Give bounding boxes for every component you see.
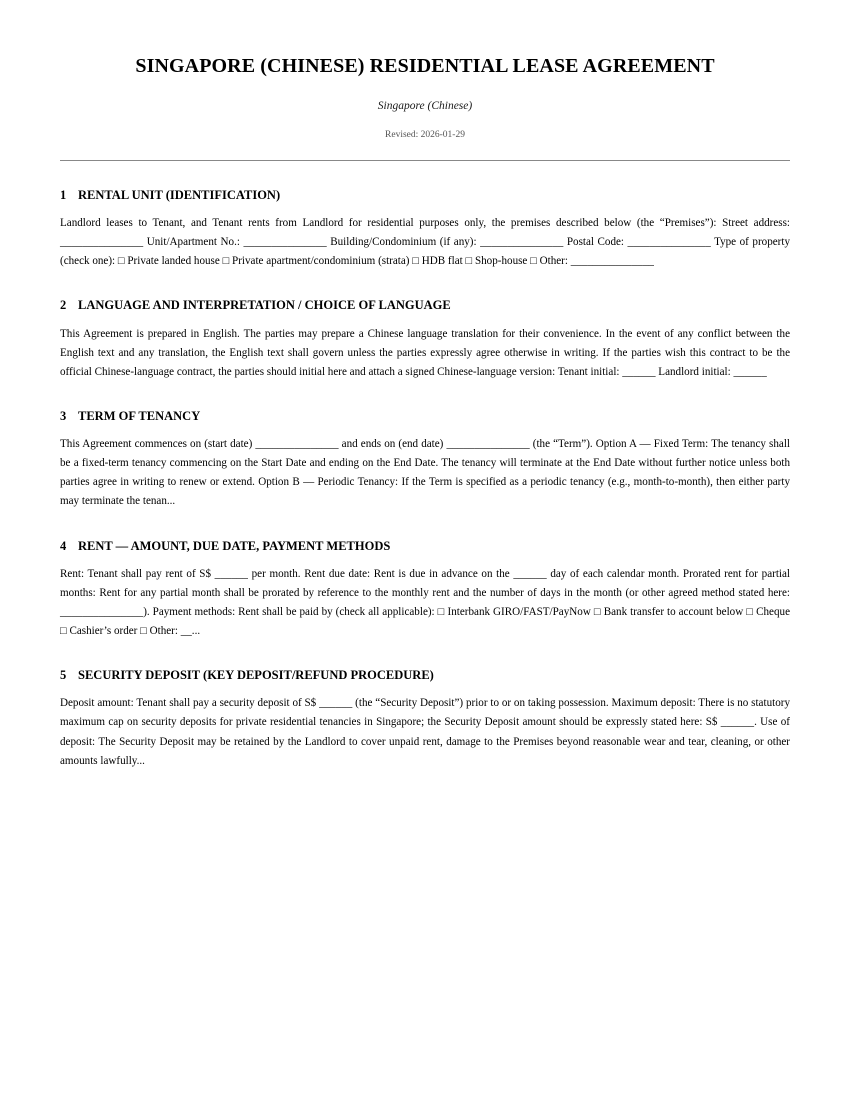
document-subtitle: Singapore (Chinese) xyxy=(377,100,473,112)
section-number: 2 xyxy=(60,298,67,313)
section-number: 5 xyxy=(60,668,67,683)
document-section xyxy=(60,161,790,271)
section-number: 1 xyxy=(60,188,67,202)
section-title: RENTAL UNIT (IDENTIFICATION) xyxy=(78,188,281,202)
section-body: This Agreement is prepared in English. The parties may prepare a Chinese language translation for their convenience. In the event of any conflict between the English text and any translation, the English text shall govern unless the parties expressly agree otherwise in writing. If the parties wish this contract to be the official Chinese-language contract, the parties should initial here and attach a signed Chinese-language version: Tenant initial: ______ Landlord initial: ______ xyxy=(60,327,790,378)
document-section xyxy=(60,382,790,512)
section-body: This Agreement commences on (start date) _______________ and ends on (end date) _______________ (the “Term”). Option A — Fixed Term: The tenancy shall be a fixed-term tenancy commencing on the Start Date and ending on the End Date. The tenancy will terminate at the End Date without further notice unless both parties agree in writing to renew or extend. Option B — Periodic Tenancy: If the Term is specified as a periodic tenancy (e.g., month-to-month), then either party may terminate the tenan... xyxy=(60,438,790,508)
document-section xyxy=(60,271,790,381)
section-body: Deposit amount: Tenant shall pay a security deposit of S$ ______ (the “Security Deposit”) prior to or on taking possession. Maximum deposit: There is no statutory maximum cap on security deposits for private residential tenancies in Singapore; the Security Deposit amount should be expressly stated here: S$ ______. Use of deposit: The Security Deposit may be retained by the Landlord to cover unpaid rent, damage to the Premises beyond reasonable wear and tear, cleaning, or other amounts lawfully... xyxy=(60,697,790,767)
section-number: 4 xyxy=(60,538,67,553)
section-title: LANGUAGE AND INTERPRETATION / CHOICE OF LANGUAGE xyxy=(78,298,451,313)
section-heading xyxy=(60,382,790,424)
section-heading xyxy=(60,161,790,203)
document-section xyxy=(60,641,790,771)
section-body: Landlord leases to Tenant, and Tenant rents from Landlord for residential purposes only, the premises described below (the “Premises”): Street address: _______________ Unit/Apartment No.: _______________ Building/Condominium (if any): _______________ Postal Code: _______________ Type of property (check one): □ Private landed house □ Private apartment/condominium (strata) □ HDB flat □ Shop-house □ Other: _______________ xyxy=(60,217,790,268)
section-title: SECURITY DEPOSIT (KEY DEPOSIT/REFUND PROCEDURE) xyxy=(78,668,434,683)
section-heading xyxy=(60,641,790,683)
section-title: TERM OF TENANCY xyxy=(78,408,201,423)
sections-container xyxy=(60,161,790,771)
document-section xyxy=(60,512,790,642)
section-heading xyxy=(60,271,790,313)
page-title: SINGAPORE (CHINESE) RESIDENTIAL LEASE AGREEMENT xyxy=(135,55,715,77)
section-title: RENT — AMOUNT, DUE DATE, PAYMENT METHODS xyxy=(78,538,391,553)
document-revised-date: Revised: 2026-01-29 xyxy=(385,130,465,140)
section-heading xyxy=(60,512,790,554)
document-content xyxy=(60,0,790,771)
section-body: Rent: Tenant shall pay rent of S$ ______ per month. Rent due date: Rent is due in advance on the ______ day of each calendar month. Prorated rent for partial months: Rent for any partial month shall be prorated by reference to the monthly rent and the number of days in the month (or other agreed method stated here: _______________). Payment methods: Rent shall be paid by (check all applicable): □ Interbank GIRO/FAST/PayNow □ Bank transfer to account below □ Cheque □ Cashier’s order □ Other: __... xyxy=(60,567,790,638)
section-number: 3 xyxy=(60,408,67,423)
